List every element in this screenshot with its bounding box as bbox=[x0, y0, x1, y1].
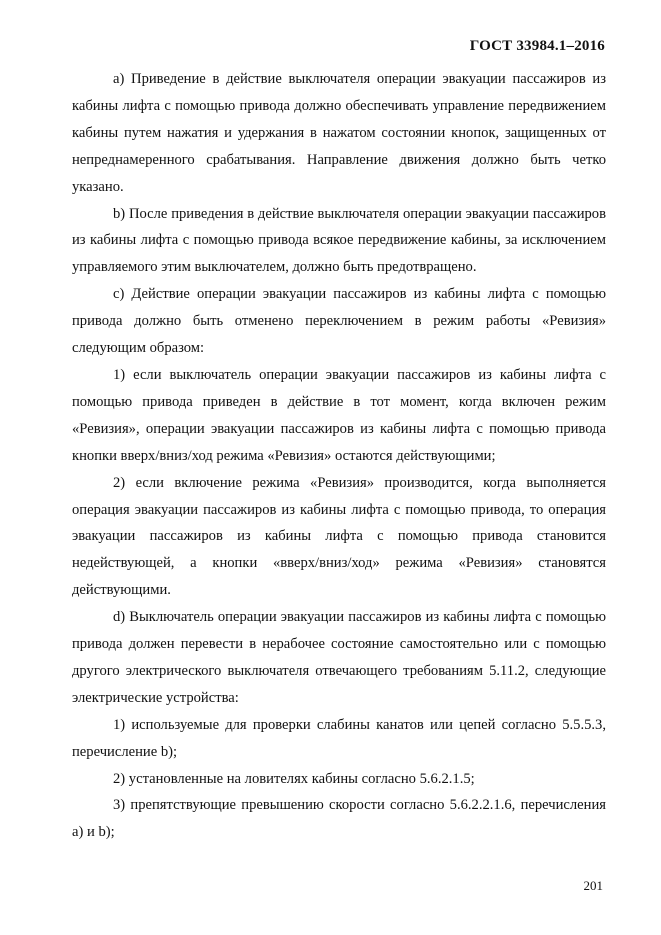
paragraph-d-2: 2) установленные на ловителях кабины согласно 5.6.2.1.5; bbox=[113, 770, 475, 787]
document-body bbox=[72, 66, 606, 846]
paragraph-c-2: 2) если включение режима «Ревизия» производится, когда выполняется операция эвакуации пассажиров из кабины лифта с помощью привода, то операция эвакуации пассажиров из кабины лифта с помощью привода становится недействующей, а кнопки «вверх/вниз/ход» режима «Ревизия» становятся действующими. bbox=[72, 474, 606, 599]
paragraph-b: b) После приведения в действие выключателя операции эвакуации пассажиров из кабины лифта с помощью привода всякое передвижение кабины, за исключением управляемого этим выключателем, должно быть предотвращено. bbox=[72, 205, 606, 276]
paragraph-d: d) Выключатель операции эвакуации пассажиров из кабины лифта с помощью привода должен перевести в нерабочее состояние самостоятельно или с помощью другого электрического выключателя отвечающего требованиям 5.11.2, следующие электрические устройства: bbox=[72, 609, 606, 706]
document-code-header: ГОСТ 33984.1–2016 bbox=[469, 38, 605, 54]
paragraph-d-1: 1) используемые для проверки слабины канатов или цепей согласно 5.5.5.3, перечисление b); bbox=[72, 716, 606, 760]
paragraph-c: c) Действие операции эвакуации пассажиров из кабины лифта с помощью привода должно быть отменено переключением в режим работы «Ревизия» следующим образом: bbox=[72, 286, 606, 357]
paragraph-a: a) Приведение в действие выключателя операции эвакуации пассажиров из кабины лифта с помощью привода должно обеспечивать управление передвижением кабины путем нажатия и удержания в нажатом состоянии кнопок, защищенных от непреднамеренного срабатывания. Направление движения должно быть четко указано. bbox=[72, 71, 606, 195]
paragraph-d-3: 3) препятствующие превышению скорости согласно 5.6.2.2.1.6, перечисления a) и b); bbox=[72, 797, 606, 841]
paragraph-c-1: 1) если выключатель операции эвакуации пассажиров из кабины лифта с помощью привода приведен в действие в тот момент, когда включен режим «Ревизия», операции эвакуации пассажиров из кабины лифта с помощью привода кнопки вверх/вниз/ход режима «Ревизия» остаются действующими; bbox=[72, 366, 606, 464]
page-number: 201 bbox=[583, 878, 603, 893]
